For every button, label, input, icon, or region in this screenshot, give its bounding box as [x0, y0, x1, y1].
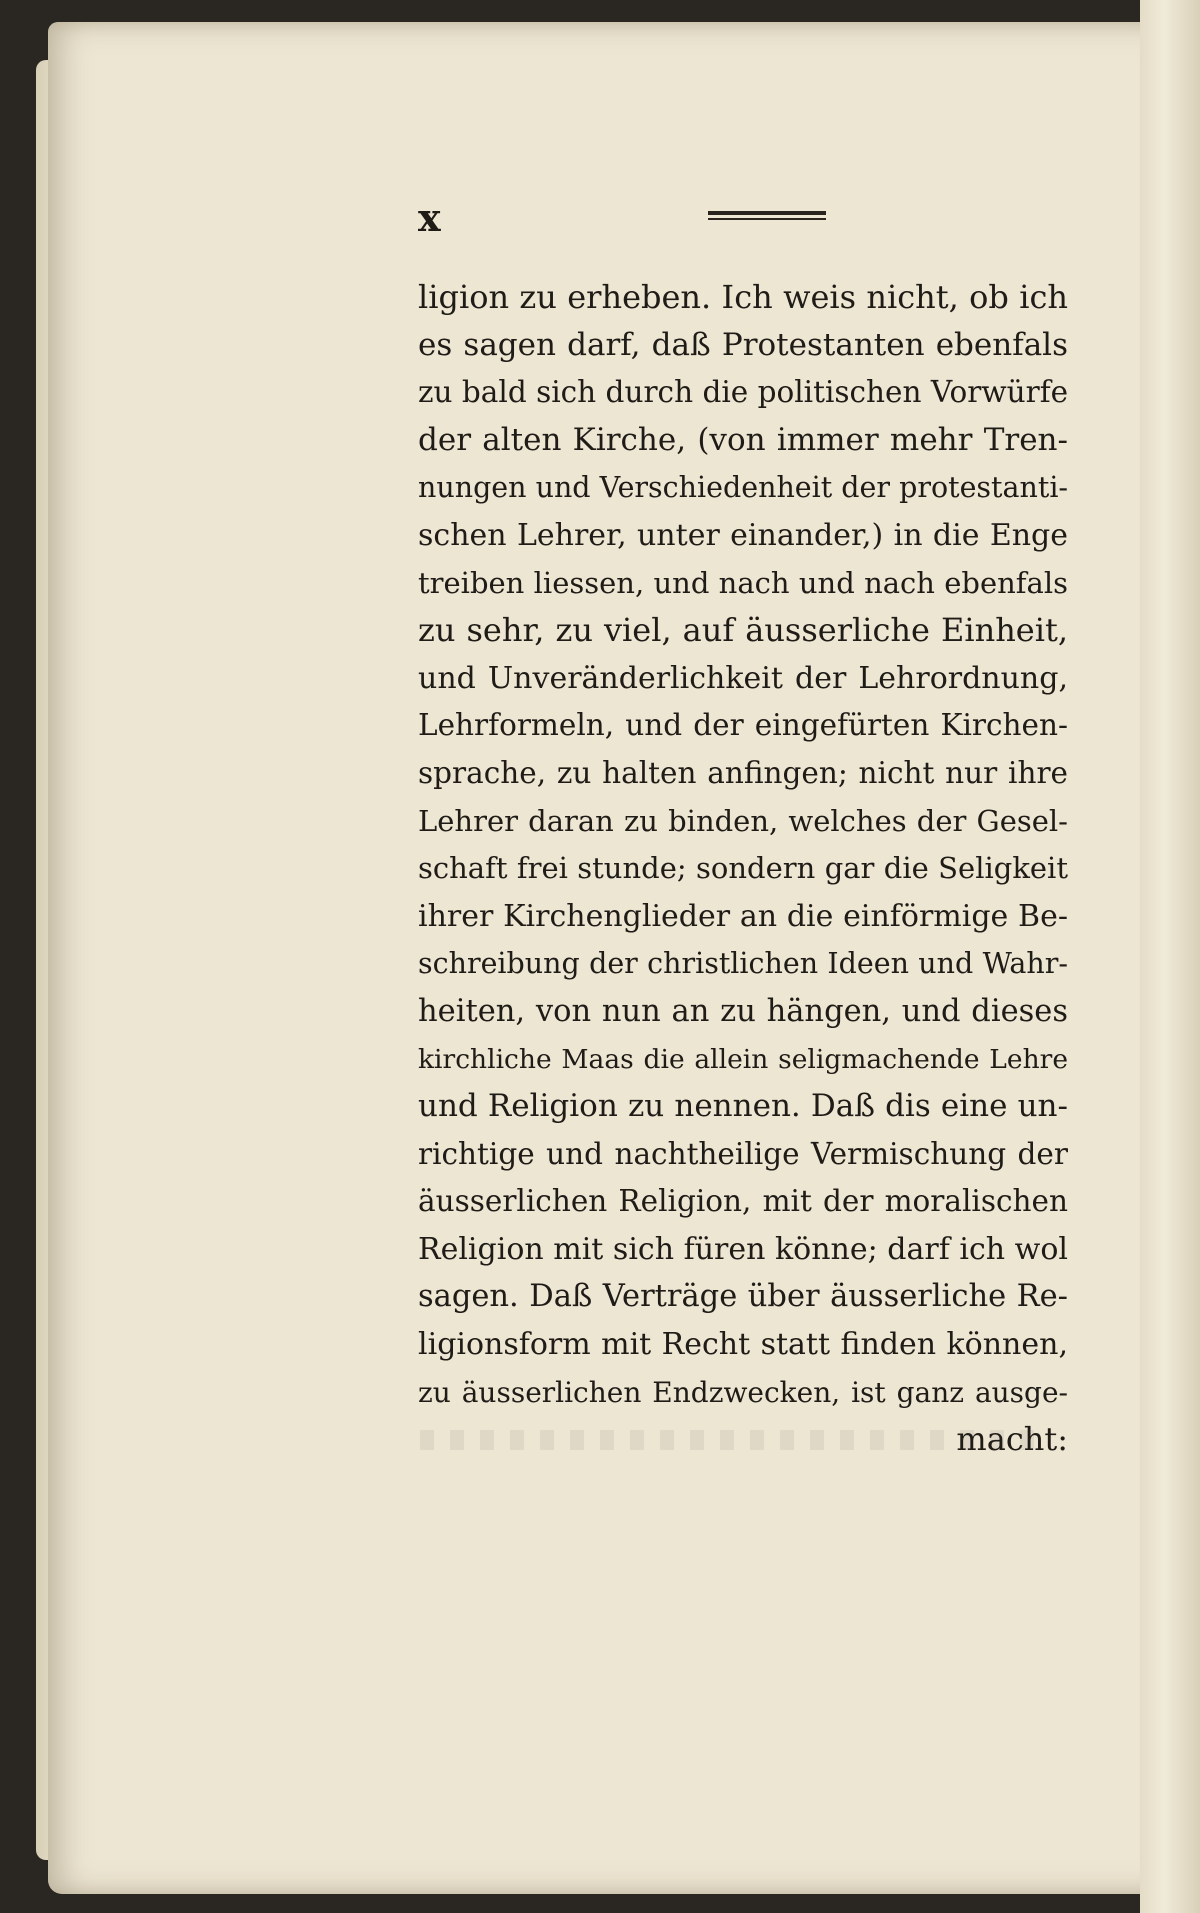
text-line: ligionsform mit Recht statt finden können,: [418, 1327, 1068, 1363]
text-line: heiten, von nun an zu hängen, und dieses: [418, 993, 1068, 1029]
text-line: und Unveränderlichkeit der Lehrordnung,: [418, 660, 1068, 696]
text-line: Religion mit sich füren könne; darf ich wol: [418, 1231, 1068, 1267]
text-line: sagen. Daß Verträge über äusserliche Re-: [418, 1279, 1068, 1315]
binding-spine: [1140, 0, 1200, 1913]
text-line: Lehrer daran zu binden, welches der Gesel-: [418, 803, 1068, 838]
text-line: richtige und nachtheilige Vermischung der: [418, 1136, 1068, 1171]
text-line: zu bald sich durch die politischen Vorwürfe: [418, 375, 1069, 410]
text-line: der alten Kirche, (von immer mehr Tren-: [418, 421, 1068, 458]
text-line: Lehrformeln, und der eingefürten Kirchen-: [418, 708, 1068, 743]
text-line: äusserlichen Religion, mit der moralischen: [418, 1184, 1068, 1219]
text-line: ihrer Kirchenglieder an die einförmige Be-: [418, 898, 1068, 934]
text-line: kirchliche Maas die allein seligmachende Lehre: [418, 1043, 1068, 1075]
text-line: ligion zu erheben. Ich weis nicht, ob ich: [418, 278, 1068, 316]
page-number: x: [418, 195, 441, 240]
text-line: zu äusserlichen Endzwecken, ist ganz ausge-: [418, 1375, 1068, 1409]
text-line: und Religion zu nennen. Daß dis eine un-: [418, 1088, 1068, 1125]
text-line: schen Lehrer, unter einander,) in die Enge: [418, 517, 1068, 553]
catchword: macht:: [956, 1420, 1068, 1459]
text-line: es sagen darf, daß Protestanten ebenfals: [418, 326, 1068, 363]
text-line: nungen und Verschiedenheit der protestanti-: [418, 471, 1069, 505]
show-through: [420, 1430, 1040, 1450]
text-line: sprache, zu halten anfingen; nicht nur ihre: [418, 755, 1068, 790]
text-line: treiben liessen, und nach und nach ebenfals: [418, 565, 1068, 600]
text-line: zu sehr, zu viel, auf äusserliche Einheit,: [418, 611, 1068, 650]
body-text: [418, 274, 1068, 1464]
text-line: schaft frei stunde; sondern gar die Seligkeit: [418, 851, 1068, 886]
text-line: schreibung der christlichen Ideen und Wahr-: [418, 947, 1068, 981]
page-header: [418, 195, 828, 241]
header-rule: [708, 211, 826, 220]
